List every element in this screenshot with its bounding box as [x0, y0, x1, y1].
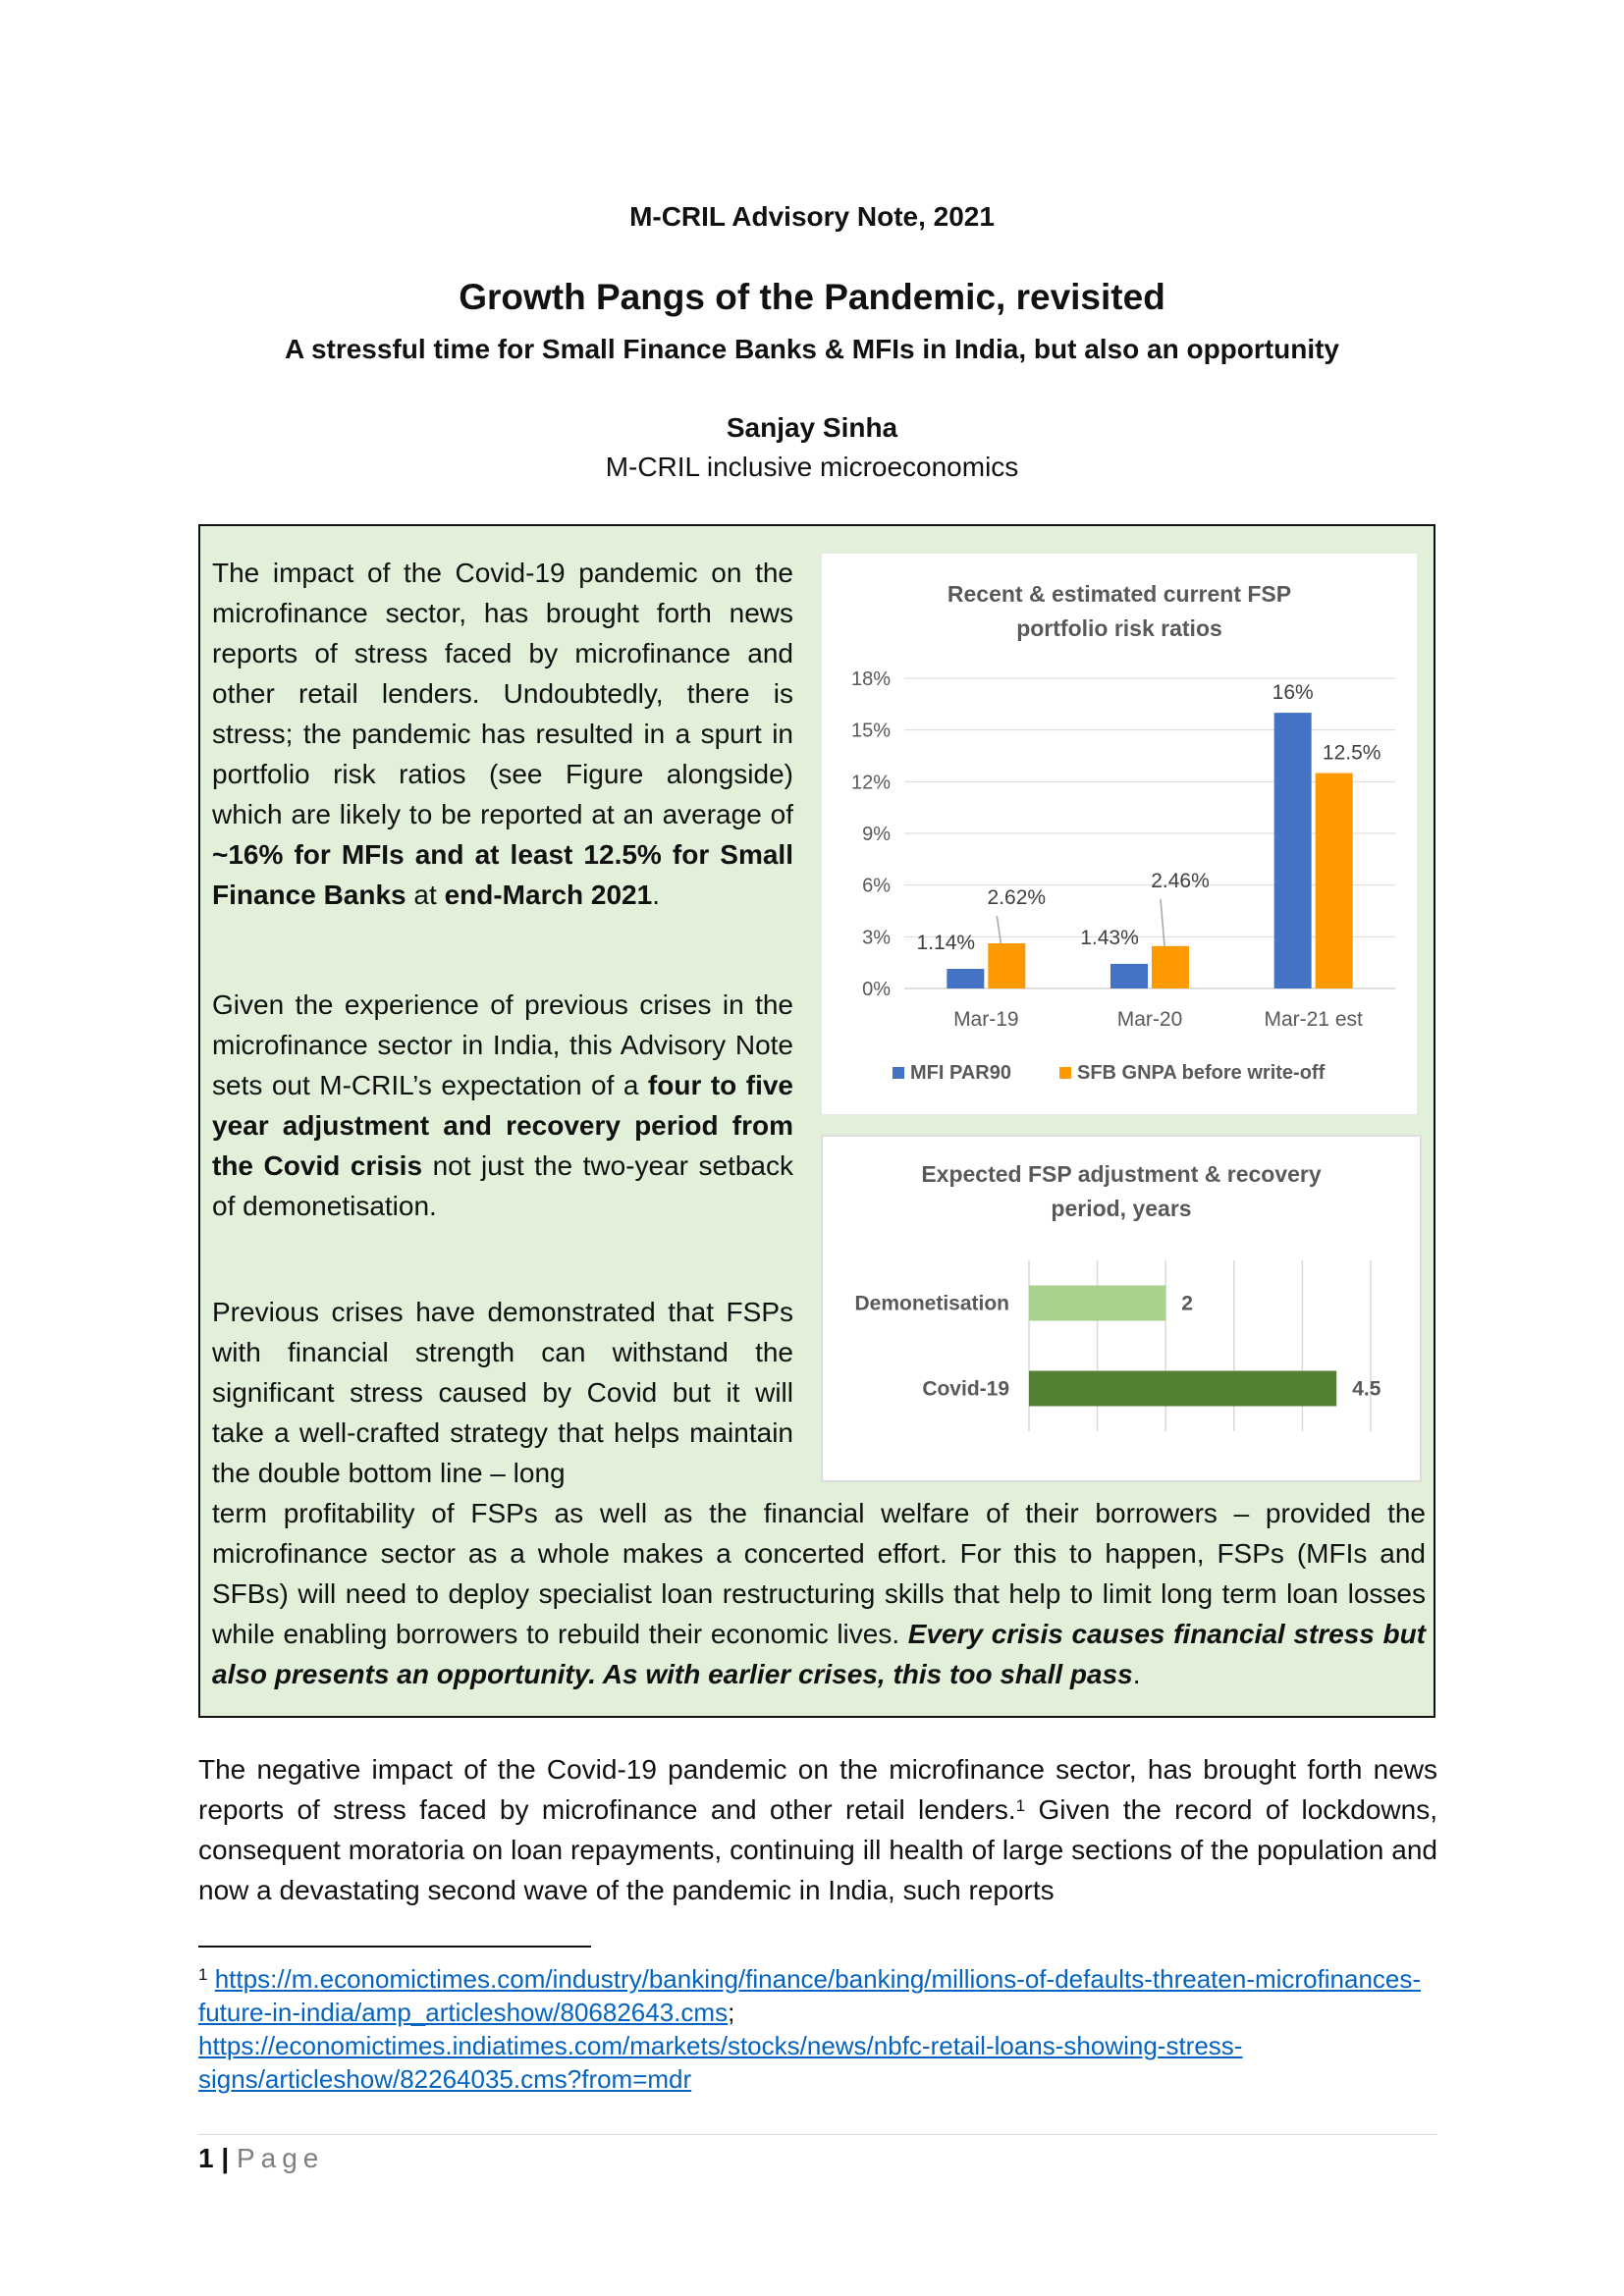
chart-title: Recent & estimated current FSP [947, 581, 1292, 607]
y-tick-label: 15% [850, 720, 891, 742]
bar [1029, 1371, 1336, 1407]
y-tick-label: 12% [850, 772, 891, 794]
y-tick-label: 3% [862, 927, 891, 949]
risk-ratio-chart-svg [822, 554, 1417, 1114]
legend-label: SFB GNPA before write-off [1077, 1062, 1326, 1084]
data-label-leader [1161, 899, 1164, 946]
footnote-rule [198, 1946, 591, 1948]
legend-swatch [893, 1067, 904, 1079]
author-name: Sanjay Sinha [726, 412, 898, 443]
y-tick-label: Covid-19 [922, 1377, 1009, 1401]
y-tick-label: 6% [862, 875, 891, 897]
body-paragraph: The negative impact of the Covid-19 pandemic on the microfinance sector, has brought forth news reports of stress faced by microfinance and other retail lenders.$^1$ Given the record of lockdowns, consequent moratoria on loan repayments, continuing ill health of large sections of the population and now a devastating second wave of the pandemic in India, such reports [198, 1754, 1437, 1905]
footer-rule [198, 2134, 1437, 2135]
bar [1152, 946, 1189, 988]
page-subtitle: A stressful time for Small Finance Banks & MFIs in India, but also an opportunity [284, 334, 1339, 364]
data-label: 12.5% [1322, 741, 1381, 765]
author-affiliation: M-CRIL inclusive microeconomics [605, 452, 1019, 482]
summary-paragraph-3: Previous crises have demonstrated that FSPs with financial strength can withstand the significant stress caused by Covid but it will take a well-crafted strategy that helps maintain the double bottom line – long [212, 1297, 793, 1488]
chart-title: Expected FSP adjustment & recovery [921, 1161, 1322, 1187]
bar [1029, 1286, 1165, 1321]
page-word: Page [236, 2143, 325, 2173]
data-label: 1.43% [1080, 926, 1139, 949]
legend-swatch [1059, 1067, 1071, 1079]
x-tick-label: Mar-20 [1116, 1008, 1183, 1031]
y-tick-label: Demonetisation [854, 1292, 1009, 1315]
x-tick-label: Mar-21 est [1264, 1008, 1363, 1031]
data-label-leader [997, 916, 1001, 943]
footnote-link-2[interactable]: https://economictimes.indiatimes.com/markets/stocks/news/nbfc-retail-loans-showing-stress-signs/articleshow/82264035.cms?from=mdr [198, 2031, 1243, 2094]
bar [988, 943, 1025, 988]
chart-title: portfolio risk ratios [1016, 615, 1222, 641]
bar [1110, 964, 1148, 988]
bar [947, 969, 984, 988]
y-tick-label: 9% [862, 824, 891, 845]
data-label: 2.62% [987, 886, 1047, 910]
data-label: 2.46% [1151, 869, 1210, 892]
footnote-link-1[interactable]: https://m.economictimes.com/industry/banking/finance/banking/millions-of-defaults-threaten-microfinances-future-in-india/amp_articleshow/80682643.cms [198, 1964, 1422, 2027]
legend-label: MFI PAR90 [910, 1062, 1011, 1084]
summary-paragraph-2: Given the experience of previous crises in the microfinance sector in India, this Advisory Note sets out M-CRIL’s expectation of a four to five year adjustment and recovery period from the Covid crisis not just the two-year setback of demonetisation. [212, 989, 793, 1221]
recovery-period-chart [821, 1135, 1422, 1482]
bar [1316, 774, 1353, 988]
page-title: Growth Pangs of the Pandemic, revisited [459, 277, 1165, 317]
page-footer: 1 | Page [198, 2143, 325, 2173]
data-label: 1.14% [916, 931, 976, 954]
data-label: 16% [1272, 681, 1314, 705]
footnote: $^1$ https://m.economictimes.com/industry/banking/finance/banking/millions-of-defaults-threaten-microfinances-future-in-india/amp_articleshow/80682643.cms; https://economictimes.indiatimes.com/markets/stocks/news/nbfc-retail-loans-showing-stress-signs/articleshow/82264035.cms?from=mdr [198, 1964, 1422, 2094]
note-title: M-CRIL Advisory Note, 2021 [629, 201, 995, 232]
y-tick-label: 18% [850, 668, 891, 690]
page-number: 1 [198, 2143, 214, 2173]
x-tick-label: Mar-19 [953, 1008, 1019, 1031]
data-label: 2 [1181, 1292, 1193, 1315]
bar [1274, 713, 1312, 988]
chart-title: period, years [1051, 1196, 1192, 1221]
y-tick-label: 0% [862, 979, 891, 1000]
recovery-period-chart-svg [823, 1137, 1420, 1480]
risk-ratio-chart [821, 553, 1418, 1115]
summary-paragraph-1: The impact of the Covid-19 pandemic on the microfinance sector, has brought forth news reports of stress faced by microfinance and other retail lenders. Undoubtedly, there is stress; the pandemic has resulted in a spurt in portfolio risk ratios (see Figure alongside) which are likely to be reported at an average of ~16% for MFIs and at least 12.5% for Small Finance Banks at end-March 2021. [212, 558, 793, 910]
data-label: 4.5 [1352, 1377, 1381, 1401]
summary-paragraph-4: term profitability of FSPs as well as the financial welfare of their borrowers – provided the microfinance sector as a whole makes a concerted effort. For this to happen, FSPs (MFIs and SFBs) will need to deploy specialist loan restructuring skills that help to limit long term loan losses while enabling borrowers to rebuild their economic lives. Every crisis causes financial stress but also presents an opportunity. As with earlier crises, this too shall pass. [212, 1498, 1426, 1689]
